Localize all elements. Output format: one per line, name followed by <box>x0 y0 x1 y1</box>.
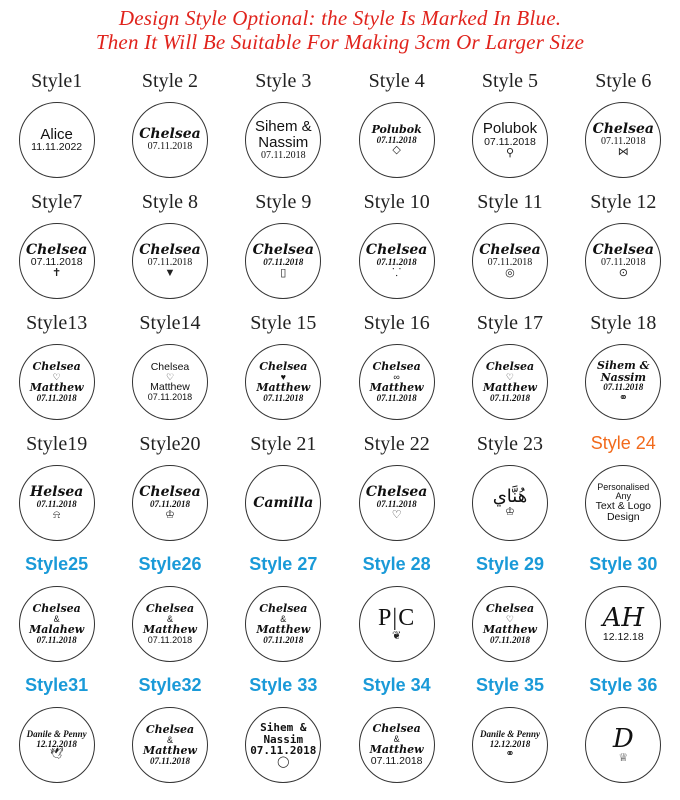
style-cell[interactable] <box>0 431 113 552</box>
style-preview-circle <box>19 465 95 541</box>
style-label: Style 12 <box>590 191 657 213</box>
crown-icon: ♔ <box>505 505 515 518</box>
style-preview-circle <box>245 344 321 420</box>
style-cell[interactable] <box>0 552 113 673</box>
preview-text: Chelsea <box>32 360 81 374</box>
preview-text: Chelsea <box>365 242 428 259</box>
style-label: Style 33 <box>249 675 318 695</box>
style-label: Style 34 <box>362 675 431 695</box>
bells-icon: ⍾ <box>53 508 61 521</box>
preview-text: 12.12.18 <box>602 631 644 644</box>
preview-text: ∞ <box>393 371 400 382</box>
style-cell[interactable] <box>340 189 453 310</box>
preview-text: 07.11.2018 <box>149 755 190 766</box>
crown-icon: ♔ <box>165 508 175 521</box>
style-cell[interactable] <box>567 431 680 552</box>
style-preview-circle <box>472 586 548 662</box>
preview-text: ♡ <box>165 371 175 382</box>
diamond-icon: ◇ <box>392 143 401 156</box>
style-preview-circle <box>132 586 208 662</box>
preview-text: Chelsea <box>150 360 190 373</box>
style-label: Style 23 <box>476 433 544 455</box>
preview-text: 07.11.2018 <box>147 141 193 153</box>
style-cell[interactable] <box>227 68 340 189</box>
style-cell[interactable] <box>340 431 453 552</box>
style-label: Style 29 <box>475 554 544 574</box>
preview-text: Danile & Penny <box>479 729 540 740</box>
style-preview-circle <box>359 223 435 299</box>
style-cell[interactable] <box>0 68 113 189</box>
style-label: Style 28 <box>362 554 431 574</box>
style-preview-circle <box>472 223 548 299</box>
preview-text: Chelsea <box>592 241 654 258</box>
style-cell[interactable] <box>113 552 226 673</box>
style-cell[interactable] <box>453 68 566 189</box>
preview-text: 11.11.2022 <box>31 141 83 154</box>
preview-text: & <box>280 613 287 624</box>
preview-text: Any <box>615 490 632 501</box>
style-preview-circle <box>472 344 548 420</box>
heart-icon: ♡ <box>391 508 402 521</box>
style-label: Style 6 <box>595 70 652 92</box>
style-preview-circle <box>359 586 435 662</box>
style-preview-circle <box>132 344 208 420</box>
preview-text: Chelsea <box>485 360 535 374</box>
preview-text: 07.11.2018 <box>260 149 306 161</box>
preview-text: Chelsea <box>145 602 195 616</box>
preview-text: Matthew <box>143 744 197 757</box>
preview-text: 07.11.2018 <box>36 499 77 510</box>
style-cell[interactable] <box>567 68 680 189</box>
preview-text: 07.11.2018 <box>489 392 530 403</box>
preview-text: AH <box>602 602 645 633</box>
preview-text: 07.11.2018 <box>147 256 193 268</box>
baby-feet-icon: ⸪ <box>392 266 402 279</box>
style-preview-circle <box>472 102 548 178</box>
style-label: Style26 <box>138 554 202 574</box>
preview-text: 07.11.2018 <box>487 256 533 268</box>
style-cell[interactable] <box>340 68 453 189</box>
preview-text: Chelsea <box>479 241 541 258</box>
style-preview-circle <box>245 102 321 178</box>
preview-text: 07.11.2018 <box>36 634 77 645</box>
style-cell[interactable] <box>567 189 680 310</box>
preview-text: 12.12.2018 <box>36 738 77 749</box>
preview-text: 12.12.2018 <box>489 738 531 749</box>
style-label: Style 21 <box>250 433 317 455</box>
preview-text: 07.11.2018 <box>263 257 304 268</box>
header <box>0 6 680 54</box>
preview-text: Chelsea <box>372 722 421 736</box>
style-preview-circle <box>19 344 95 420</box>
style-preview-circle <box>245 707 321 783</box>
preview-text: Matthew <box>369 381 424 394</box>
style-preview-circle <box>585 707 661 783</box>
rings-icon: ⚭ <box>505 747 515 760</box>
style-preview-circle <box>585 223 661 299</box>
preview-text: Chelsea <box>259 602 308 616</box>
leaf-icon: ❦ <box>392 630 402 643</box>
style-label: Style 4 <box>368 70 425 92</box>
preview-text: Sihem & <box>254 118 312 135</box>
preview-text: 07.11.2018 <box>149 499 190 510</box>
preview-text: Nassim <box>263 732 304 746</box>
style-label: Style1 <box>31 70 83 92</box>
preview-text: هُنَّاي <box>492 486 528 508</box>
style-label: Style32 <box>138 675 202 695</box>
style-label: Style 27 <box>249 554 318 574</box>
style-preview-circle <box>245 465 321 541</box>
preview-text: Text & Logo <box>595 500 652 513</box>
style-label: Style 3 <box>255 70 312 92</box>
preview-text: Sihem & <box>597 359 650 373</box>
preview-text: 07.11.2018 <box>263 392 304 403</box>
style-preview-circle <box>245 223 321 299</box>
crown-icon: ♕ <box>618 752 629 765</box>
preview-text: Chelsea <box>32 602 81 616</box>
preview-text: Matthew <box>256 623 311 636</box>
style-cell[interactable] <box>227 310 340 431</box>
preview-text: 07.11.2018 <box>263 634 304 645</box>
style-cell[interactable] <box>340 552 453 673</box>
preview-text: Chelsea <box>252 242 315 259</box>
style-cell[interactable] <box>227 552 340 673</box>
preview-text: Chelsea <box>365 484 428 501</box>
style-label: Style14 <box>139 312 201 334</box>
preview-text: & <box>166 613 173 624</box>
preview-text: & <box>53 613 60 624</box>
style-cell[interactable] <box>0 310 113 431</box>
preview-text: 07.11.2018 <box>147 392 193 403</box>
style-cell[interactable] <box>0 189 113 310</box>
style-label: Style 22 <box>363 433 430 455</box>
style-preview-circle <box>245 586 321 662</box>
style-cell[interactable] <box>567 673 680 794</box>
style-label: Style 17 <box>476 312 544 334</box>
preview-text: Matthew <box>256 381 311 394</box>
style-label: Style 10 <box>363 191 430 213</box>
preview-text: 07.11.2018 <box>36 392 77 403</box>
style-preview-circle <box>19 102 95 178</box>
style-label: Style 8 <box>141 191 199 213</box>
style-label: Style 18 <box>590 312 657 334</box>
style-cell[interactable] <box>453 552 566 673</box>
style-label: Style7 <box>31 191 83 213</box>
style-preview-circle <box>19 223 95 299</box>
style-preview-circle <box>585 344 661 420</box>
style-cell[interactable] <box>227 673 340 794</box>
preview-text: P|C <box>378 604 416 631</box>
cross-icon: ✝ <box>52 267 62 280</box>
style-cell[interactable] <box>113 310 226 431</box>
preview-text: 07.11.2018 <box>376 499 417 510</box>
style-cell[interactable] <box>453 431 566 552</box>
style-preview-circle <box>132 223 208 299</box>
style-label: Style 2 <box>141 70 199 92</box>
doves-icon: 🕊 <box>49 747 64 760</box>
preview-text: Danile & Penny <box>26 729 87 740</box>
style-preview-circle <box>359 707 435 783</box>
header-line-1: Design Style Optional: the Style Is Marked In Blue. <box>118 6 562 30</box>
lollipop-icon: ⚲ <box>505 146 514 159</box>
style-label: Style20 <box>139 433 201 455</box>
style-preview-circle <box>132 707 208 783</box>
preview-text: Chelsea <box>259 360 308 374</box>
style-preview-circle <box>585 586 661 662</box>
preview-text: ♡ <box>52 371 61 382</box>
preview-text: Matthew <box>483 623 537 636</box>
style-label: Style 16 <box>363 312 430 334</box>
preview-text: 07.11.2018 <box>489 634 530 645</box>
preview-text: 07.11.2018 <box>370 754 423 767</box>
bow-icon: ⋈ <box>617 146 629 159</box>
style-preview-circle <box>132 102 208 178</box>
style-cell[interactable] <box>113 431 226 552</box>
style-label: Style 11 <box>477 191 543 213</box>
style-label: Style31 <box>25 675 89 695</box>
style-preview-circle <box>359 465 435 541</box>
style-cell[interactable] <box>113 189 226 310</box>
preview-text: & <box>393 733 400 744</box>
preview-text: ♥ <box>280 371 286 382</box>
style-cell[interactable] <box>227 189 340 310</box>
style-label: Style 35 <box>475 675 544 695</box>
style-cell[interactable] <box>0 673 113 794</box>
preview-text: Chelsea <box>139 241 201 258</box>
style-preview-circle <box>19 586 95 662</box>
preview-text: 07.11.2018 <box>603 382 644 393</box>
preview-text: Sihem & <box>260 721 307 735</box>
preview-text: 07.11.2018 <box>376 392 417 403</box>
preview-text: 07.11.2018 <box>147 634 193 645</box>
style-preview-circle <box>359 344 435 420</box>
preview-text: Matthew <box>483 381 537 394</box>
preview-text: 07.11.2018 <box>600 256 646 268</box>
preview-text: 07.11.2018 <box>250 744 317 758</box>
preview-text: Chelsea <box>25 241 88 258</box>
style-preview-circle <box>472 465 548 541</box>
preview-text: Alice <box>40 125 73 143</box>
preview-text: D <box>612 723 634 754</box>
style-cell[interactable] <box>453 673 566 794</box>
style-cell[interactable] <box>227 431 340 552</box>
style-preview-circle <box>585 465 661 541</box>
preview-text: 07.11.2018 <box>484 135 536 148</box>
style-label: Style 24 <box>590 433 656 453</box>
preview-text: Malahew <box>29 623 85 636</box>
style-cell[interactable] <box>567 552 680 673</box>
ring-icon: ◯ <box>277 755 290 768</box>
style-label: Style 15 <box>250 312 317 334</box>
style-label: Style 30 <box>589 554 658 574</box>
style-preview-circle <box>132 465 208 541</box>
pram-icon: ⊙ <box>618 267 628 280</box>
preview-text: Design <box>606 511 640 524</box>
preview-text: & <box>166 734 173 745</box>
preview-text: Chelsea <box>139 484 201 501</box>
preview-text: Chelsea <box>372 360 421 374</box>
preview-text: Polubok <box>371 123 422 136</box>
style-preview-circle <box>472 707 548 783</box>
preview-text: ♡ <box>505 371 514 382</box>
style-cell[interactable] <box>453 189 566 310</box>
preview-text: Camilla <box>253 494 314 511</box>
style-cell[interactable] <box>113 68 226 189</box>
preview-text: Chelsea <box>592 120 654 137</box>
preview-text: Matthew <box>369 743 424 757</box>
pacifier-icon: ◎ <box>505 267 515 280</box>
rings-icon: ⚭ <box>618 391 628 404</box>
style-cell[interactable] <box>113 673 226 794</box>
preview-text: Helsea <box>29 484 84 501</box>
style-preview-circle <box>585 102 661 178</box>
preview-text: Matthew <box>29 381 84 394</box>
style-cell[interactable] <box>340 310 453 431</box>
preview-text: Chelsea <box>145 723 195 737</box>
preview-text: Matthew <box>150 381 190 393</box>
preview-text: Polubok <box>482 120 538 138</box>
style-label: Style25 <box>25 554 89 574</box>
style-cell[interactable] <box>340 673 453 794</box>
style-cell[interactable] <box>567 310 680 431</box>
preview-text: 07.11.2018 <box>600 135 646 147</box>
preview-text: 07.11.2018 <box>376 257 417 268</box>
style-preview-circle <box>359 102 435 178</box>
style-label: Style13 <box>26 312 88 334</box>
preview-text: Matthew <box>143 623 197 636</box>
style-preview-circle <box>19 707 95 783</box>
style-label: Style 9 <box>255 191 312 213</box>
preview-text: Nassim <box>600 370 646 384</box>
style-label: Style 5 <box>481 70 539 92</box>
preview-text: Chelsea <box>139 126 201 143</box>
style-label: Style 36 <box>589 675 658 695</box>
graduation-cap-icon: ▼ <box>164 267 176 280</box>
preview-text: Chelsea <box>485 602 535 616</box>
style-label: Style19 <box>26 433 88 455</box>
preview-text: ♡ <box>505 613 514 624</box>
baby-bottle-icon: ▯ <box>280 266 287 279</box>
preview-text: 07.11.2018 <box>376 134 417 145</box>
header-line-2: Then It Will Be Suitable For Making 3cm Or Larger Size <box>95 30 585 54</box>
preview-text: 07.11.2018 <box>30 256 83 269</box>
preview-text: Nassim <box>258 133 309 151</box>
style-cell[interactable] <box>453 310 566 431</box>
preview-text: Personalised <box>597 481 650 492</box>
style-grid <box>0 68 680 794</box>
